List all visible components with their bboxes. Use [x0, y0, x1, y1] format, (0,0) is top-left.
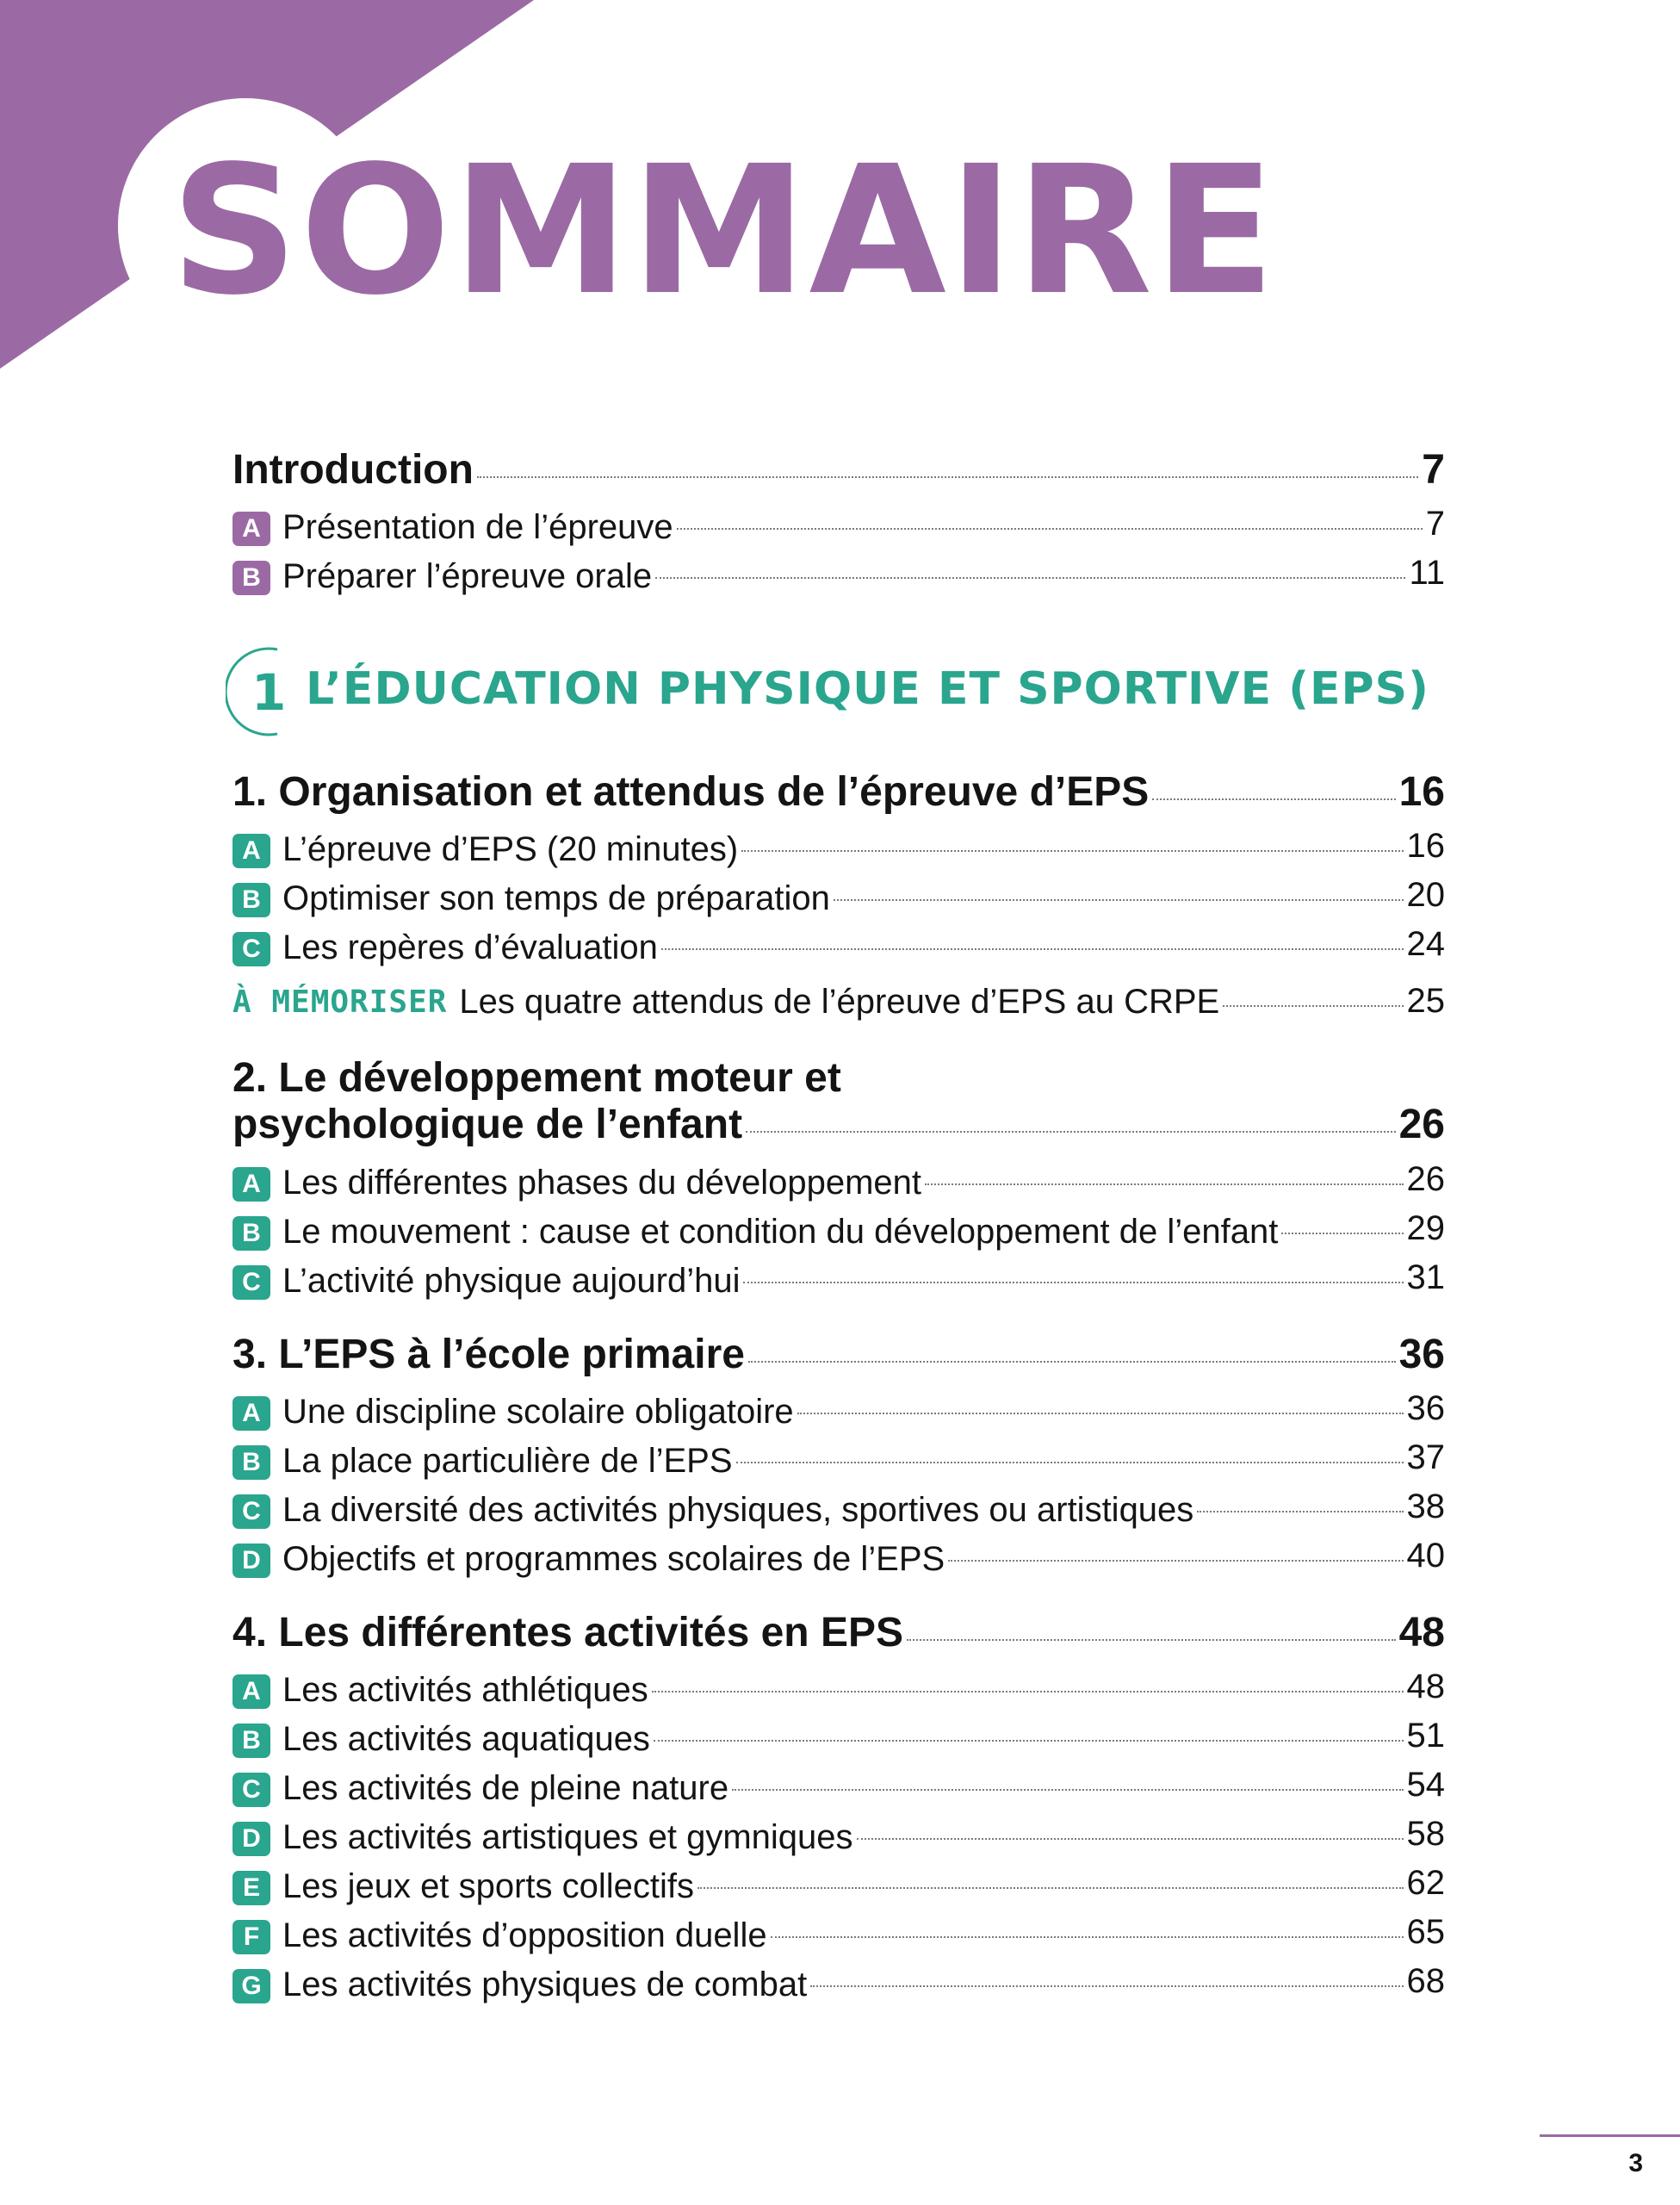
- toc-item-page: 20: [1406, 876, 1445, 914]
- toc-item[interactable]: [232, 1389, 1445, 1432]
- toc-item[interactable]: [232, 1766, 1445, 1808]
- toc-item[interactable]: [232, 1668, 1445, 1710]
- dot-leader: [810, 1985, 1403, 1987]
- toc-item[interactable]: [232, 505, 1445, 547]
- toc-item-page: 58: [1406, 1815, 1445, 1853]
- letter-badge: C: [232, 1494, 270, 1529]
- letter-badge: C: [232, 932, 270, 966]
- toc-item-label: L’épreuve d’EPS (20 minutes): [282, 829, 739, 868]
- toc-item-label: Les activités athlétiques: [282, 1670, 648, 1709]
- toc-section-page: 26: [1398, 1102, 1445, 1147]
- toc-item[interactable]: [232, 1258, 1445, 1301]
- letter-badge: A: [232, 512, 270, 546]
- toc-item[interactable]: [232, 1717, 1445, 1759]
- dot-leader: [857, 1838, 1404, 1840]
- toc-item[interactable]: [232, 1962, 1445, 2004]
- part-heading: L’ÉDUCATION PHYSIQUE ET SPORTIVE (EPS): [306, 663, 1429, 715]
- toc-item-page: 36: [1406, 1389, 1445, 1427]
- letter-badge: B: [232, 561, 270, 595]
- letter-badge: G: [232, 1969, 270, 2003]
- toc-item-label: Préparer l’épreuve orale: [282, 556, 653, 595]
- dot-leader: [771, 1936, 1404, 1938]
- dot-leader: [654, 1740, 1404, 1742]
- footer-rule: [1540, 2134, 1680, 2137]
- letter-badge: F: [232, 1920, 270, 1954]
- toc-item-page: 11: [1409, 554, 1445, 592]
- toc-item-label: Objectifs et programmes scolaires de l’EPS: [282, 1539, 945, 1578]
- dot-leader: [1197, 1511, 1403, 1512]
- dot-leader: [746, 1131, 1396, 1133]
- dot-leader: [907, 1639, 1396, 1641]
- dot-leader: [797, 1413, 1404, 1414]
- letter-badge: C: [232, 1773, 270, 1807]
- toc-item[interactable]: [232, 1864, 1445, 1906]
- toc-item-label: Les activités artistiques et gymniques: [282, 1817, 853, 1856]
- toc-item-label: Les différentes phases du développement: [282, 1163, 922, 1202]
- letter-badge: E: [232, 1871, 270, 1905]
- toc-item-page: 26: [1406, 1160, 1445, 1198]
- letter-badge: A: [232, 834, 270, 868]
- toc-section-title: 4. Les différentes activités en EPS: [232, 1610, 903, 1655]
- toc-memo[interactable]: [232, 982, 1445, 1022]
- toc-item-label: Le mouvement : cause et condition du développement de l’enfant: [282, 1212, 1279, 1251]
- toc-section-2-line1: 2. Le développement moteur et: [232, 1055, 841, 1101]
- toc-item[interactable]: [232, 1438, 1445, 1481]
- dot-leader: [948, 1560, 1403, 1562]
- toc-item-page: 24: [1406, 925, 1445, 963]
- dot-leader: [477, 476, 1418, 478]
- letter-badge: B: [232, 1445, 270, 1480]
- toc-item[interactable]: [232, 1537, 1445, 1579]
- toc-section-page: 48: [1398, 1610, 1445, 1655]
- dot-leader: [652, 1691, 1404, 1693]
- dot-leader: [732, 1789, 1403, 1791]
- page-number: 3: [1628, 2149, 1643, 2177]
- toc-item-page: 31: [1406, 1258, 1445, 1296]
- toc-entry-page: 7: [1422, 447, 1445, 493]
- toc-section-title: 1. Organisation et attendus de l’épreuve d’EPS: [232, 769, 1150, 815]
- toc-item[interactable]: [232, 1815, 1445, 1857]
- toc-item-page: 38: [1406, 1488, 1445, 1525]
- dot-leader: [736, 1462, 1404, 1463]
- letter-badge: A: [232, 1167, 270, 1202]
- toc-section-4[interactable]: [232, 1609, 1445, 1656]
- toc-item-page: 25: [1406, 982, 1445, 1020]
- toc-item-label: Présentation de l’épreuve: [282, 507, 673, 546]
- toc-item-page: 65: [1406, 1913, 1445, 1951]
- toc-item[interactable]: [232, 1160, 1445, 1202]
- dot-leader: [655, 577, 1405, 579]
- letter-badge: B: [232, 883, 270, 917]
- letter-badge: C: [232, 1265, 270, 1300]
- dot-leader: [1281, 1233, 1403, 1234]
- toc-item-page: 29: [1406, 1209, 1445, 1247]
- letter-badge: D: [232, 1544, 270, 1578]
- toc-item-label: Les repères d’évaluation: [282, 928, 658, 966]
- dot-leader: [1223, 1005, 1403, 1007]
- part-number-circle: [226, 644, 303, 739]
- letter-badge: B: [232, 1724, 270, 1758]
- toc-section-title: psychologique de l’enfant: [232, 1102, 743, 1147]
- dot-leader: [925, 1183, 1403, 1185]
- toc-item-label: Optimiser son temps de préparation: [282, 879, 830, 917]
- dot-leader: [741, 850, 1403, 852]
- toc-entry-introduction[interactable]: [232, 446, 1445, 494]
- toc-item-label: Les activités de pleine nature: [282, 1768, 729, 1807]
- toc-section-page: 16: [1398, 769, 1445, 815]
- toc-section-page: 36: [1398, 1332, 1445, 1377]
- toc-entry-title: Introduction: [232, 447, 474, 493]
- toc-section-3[interactable]: [232, 1331, 1445, 1378]
- dot-leader: [697, 1887, 1404, 1889]
- toc-item-label: Une discipline scolaire obligatoire: [282, 1392, 794, 1431]
- toc-item[interactable]: [232, 876, 1445, 918]
- memo-tag: À MÉMORISER: [232, 984, 448, 1020]
- letter-badge: D: [232, 1822, 270, 1856]
- toc-item-label: La place particulière de l’EPS: [282, 1441, 733, 1480]
- toc-item-label: La diversité des activités physiques, sportives ou artistiques: [282, 1490, 1194, 1529]
- toc-item-page: 40: [1406, 1537, 1445, 1575]
- toc-item-label: Les activités d’opposition duelle: [282, 1916, 767, 1954]
- toc-item[interactable]: [232, 1913, 1445, 1955]
- toc-item-page: 16: [1406, 827, 1445, 865]
- toc-item-label: L’activité physique aujourd’hui: [282, 1261, 741, 1300]
- dot-leader: [834, 899, 1404, 901]
- letter-badge: A: [232, 1396, 270, 1431]
- toc-item-label: Les activités aquatiques: [282, 1719, 650, 1758]
- toc-item-page: 7: [1425, 505, 1445, 543]
- letter-badge: B: [232, 1216, 270, 1251]
- toc-item-page: 48: [1406, 1668, 1445, 1705]
- toc-item[interactable]: [232, 925, 1445, 967]
- part-number: 1: [251, 663, 287, 722]
- toc-section-1[interactable]: [232, 768, 1445, 816]
- dot-leader: [677, 528, 1423, 530]
- toc-item[interactable]: [232, 827, 1445, 869]
- toc-item[interactable]: [232, 1488, 1445, 1530]
- dot-leader: [661, 948, 1404, 950]
- toc-item-label: Les jeux et sports collectifs: [282, 1866, 694, 1905]
- letter-badge: A: [232, 1674, 270, 1709]
- toc-item-page: 62: [1406, 1864, 1445, 1902]
- dot-leader: [748, 1361, 1396, 1363]
- toc-item[interactable]: [232, 1209, 1445, 1252]
- toc-section-title: 3. L’EPS à l’école primaire: [232, 1332, 745, 1377]
- page-title: SOMMAIRE: [170, 127, 1277, 334]
- dot-leader: [743, 1282, 1403, 1283]
- dot-leader: [1152, 798, 1395, 800]
- toc-item-label: Les quatre attendus de l’épreuve d’EPS au CRPE: [459, 983, 1220, 1021]
- toc-section-2[interactable]: [232, 1101, 1445, 1148]
- toc-item-label: Les activités physiques de combat: [282, 1965, 808, 2003]
- toc-item-page: 54: [1406, 1766, 1445, 1804]
- toc-item-page: 37: [1406, 1438, 1445, 1476]
- toc-item[interactable]: [232, 554, 1445, 596]
- toc-item-page: 51: [1406, 1717, 1445, 1755]
- toc-item-page: 68: [1406, 1962, 1445, 2000]
